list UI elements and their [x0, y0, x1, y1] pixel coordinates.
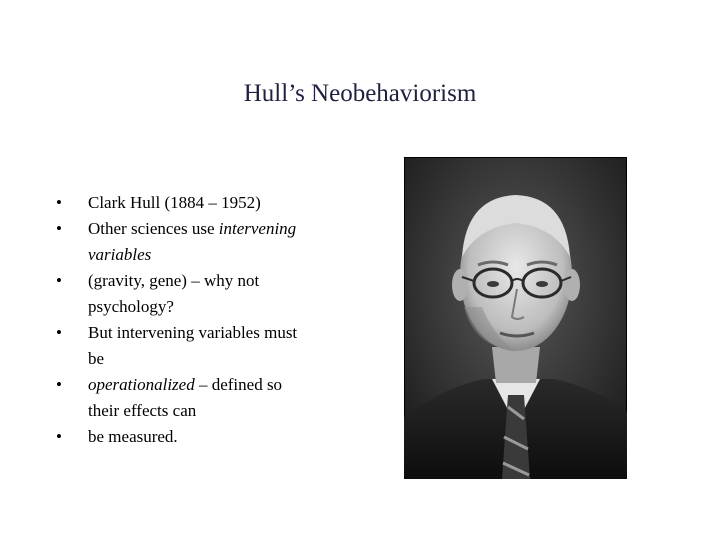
bullet-italic-text: operationalized — [88, 375, 195, 394]
bullet-italic-text: intervening — [218, 219, 297, 238]
bullet-text: Clark Hull (1884 – 1952) — [88, 193, 261, 212]
bullet-text: But intervening variables must — [88, 323, 298, 342]
bullet-text: Other sciences use — [88, 219, 219, 238]
bullet-item — [56, 372, 356, 424]
bullet-item — [56, 216, 356, 268]
bullet-list — [56, 190, 356, 450]
bullet-continuation: their effects can — [88, 401, 197, 420]
bullet-text: be measured. — [88, 427, 178, 446]
bullet-text: (gravity, gene) – why not — [88, 271, 260, 290]
bullet-item — [56, 320, 356, 372]
bullet-dot: • — [56, 271, 62, 290]
bullet-continuation: variables — [88, 245, 152, 264]
bullet-continuation: be — [88, 349, 105, 368]
bullet-dot: • — [56, 219, 62, 238]
bullet-continuation: psychology? — [88, 297, 174, 316]
bullet-item — [56, 268, 356, 320]
bullet-dot: • — [56, 375, 62, 394]
bullet-text: – defined so — [194, 375, 283, 394]
bullet-dot: • — [56, 323, 62, 342]
bullet-item — [56, 424, 356, 450]
bullet-dot: • — [56, 427, 62, 446]
portrait-illustration — [404, 157, 627, 479]
slide-title: Hull’s Neobehaviorism — [243, 80, 477, 107]
portrait-photo — [404, 157, 627, 479]
bullet-item — [56, 190, 356, 216]
bullet-dot: • — [56, 193, 62, 212]
